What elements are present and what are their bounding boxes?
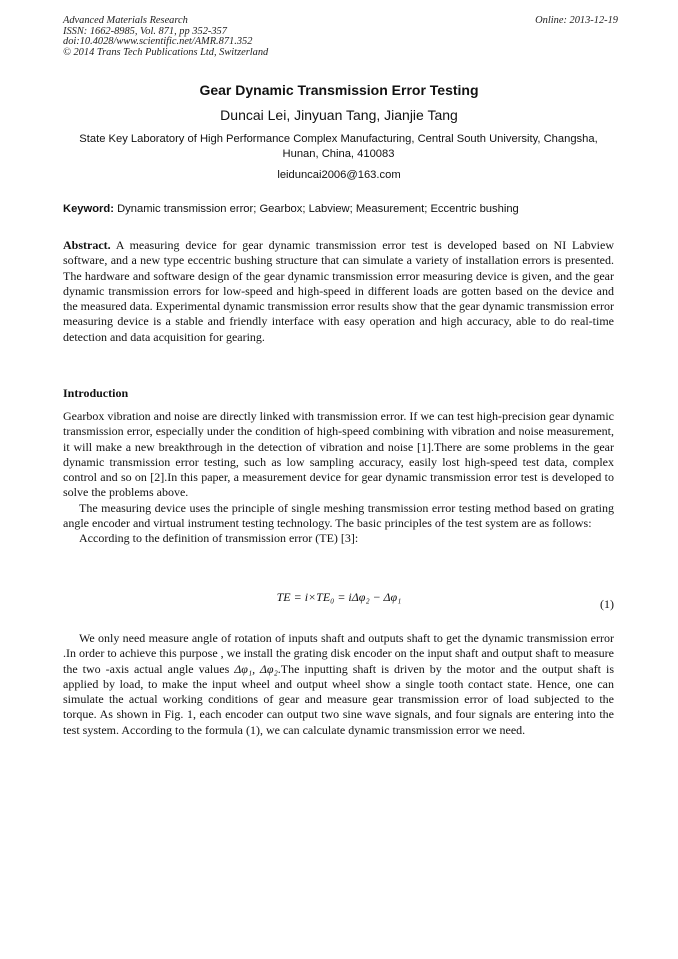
journal-header: [63, 16, 618, 58]
section-heading-introduction: Introduction: [63, 386, 129, 400]
intro-paragraph-4: [63, 631, 614, 738]
intro-paragraph-4b: .The inputting shaft is driven by the motor and the output shaft is applied by load, to make the input wheel and output wheel show a single tooth contact state. Hence, one can simulate the actual working conditions of gear and measure gear transmission error of load subjected to the torque. As shown in Fig. 1, each encoder can output two sine wave signals, and four signals are entering into the test system. According to the formula (1), we can calculate dynamic transmission error we need.: [63, 661, 614, 737]
keywords-text: Dynamic transmission error; Gearbox; Labview; Measurement; Eccentric bushing: [117, 203, 519, 215]
intro-paragraph-3: According to the definition of transmission error (TE) [3]:: [79, 531, 359, 546]
introduction-body: [63, 409, 614, 547]
intro-paragraph-2: The measuring device uses the principle of single meshing transmission error testing method based on grating angle encoder and virtual instrument testing technology. The basic principles of the test system are as follows:: [63, 500, 614, 531]
intro-paragraph-4a: We only need measure angle of rotation of inputs shaft and outputs shaft to get the dynamic transmission error .In order to achieve this purpose , we install the grating disk encoder on the input shaft and output shaft to measure the two -axis actual angle values: [63, 631, 614, 676]
authors: Duncai Lei, Jinyuan Tang, Jianjie Tang: [220, 107, 458, 123]
keywords: [63, 203, 614, 215]
intro-paragraph-1: Gearbox vibration and noise are directly linked with transmission error. If we can test high-precision gear dynamic transmission error, especially under the condition of high-speed combining with vibration and noise measurement, it will make a new breakthrough in the detection of vibration and noise [1].There are some problems in the gear dynamic transmission error testing, such as low sampling accuracy, easily lost high-speed test data, complex control and so on [2].In this paper, a measurement device for gear dynamic transmission error test is developed to solve the problems above.: [63, 409, 614, 500]
affiliation: State Key Laboratory of High Performance Complex Manufacturing, Central South University, Changsha, Hunan, China, 410083: [79, 133, 598, 160]
copyright: © 2014 Trans Tech Publications Ltd, Switzerland: [63, 46, 269, 58]
doi[interactable]: doi:10.4028/www.scientific.net/AMR.871.352: [63, 36, 253, 48]
abstract: [63, 238, 614, 345]
paper-title: Gear Dynamic Transmission Error Testing: [199, 82, 479, 98]
abstract-text: A measuring device for gear dynamic transmission error test is developed based on NI Labview software, and a new type eccentric bushing structure that can simulate a variety of installation errors is presented. The hardware and software design of the gear dynamic transmission error measuring device is given, and the gear dynamic transmission errors for low-speed and high-speed in different loads are gotten based on the device and the measured data. Experimental dynamic transmission error results show that the gear dynamic transmission error measuring device is a stable and friendly interface with easy operation and high accuracy, able to do real-time detection and data acquisition for gearing.: [63, 238, 614, 344]
abstract-label: Abstract.: [63, 238, 111, 252]
equation-number: (1): [600, 597, 614, 611]
journal-name: Advanced Materials Research: [63, 15, 188, 26]
online-date: Online: 2013-12-19: [535, 15, 618, 26]
angle-symbols: Δφ₁, Δφ₂: [229, 661, 278, 676]
keywords-label: Keyword:: [63, 203, 114, 215]
equation: TE = i×TE₀ = iΔφ₂ − Δφ₁: [276, 590, 402, 604]
author-email[interactable]: leiduncai2006@163.com: [277, 169, 401, 181]
issn: ISSN: 1662-8985, Vol. 871, pp 352-357: [63, 25, 227, 37]
